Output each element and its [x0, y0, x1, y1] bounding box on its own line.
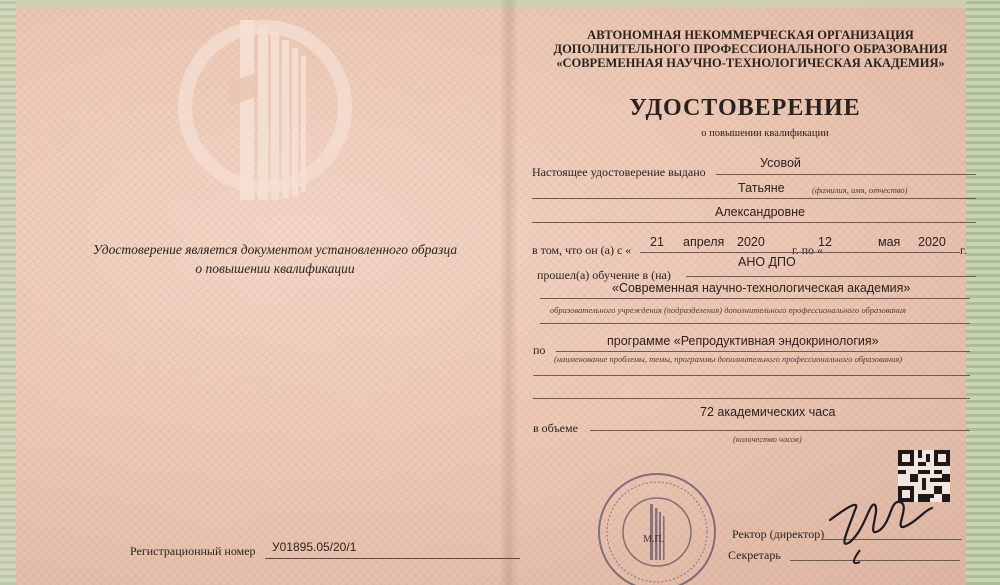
patronymic-line	[532, 222, 976, 223]
institution-full: «Современная научно-технологическая академия»	[612, 281, 911, 295]
left-note-line2: о повышении квалификации	[195, 261, 355, 276]
institution-caption: образовательного учреждения (подразделения) дополнительного профессионального образования	[550, 305, 906, 315]
center-fold	[500, 0, 518, 585]
program-label: по	[533, 343, 546, 357]
volume-line	[590, 430, 970, 431]
name-value: Татьяне	[738, 181, 785, 195]
academy-emblem-icon	[170, 12, 360, 202]
to-label: г. по «	[792, 243, 823, 257]
round-seal-icon	[595, 470, 720, 585]
program-extra-line-2	[533, 398, 970, 399]
fio-caption: (фамилия, имя, отчество)	[812, 185, 908, 195]
to-year: 2020	[918, 235, 946, 249]
org-line2: ДОПОЛНИТЕЛЬНОГО ПРОФЕССИОНАЛЬНОГО ОБРАЗОВАНИЯ	[553, 42, 948, 56]
seal-text: М.П.	[643, 534, 665, 545]
secretary-label: Секретарь	[728, 548, 781, 562]
left-note	[65, 240, 485, 278]
year-suffix: г.	[960, 243, 967, 257]
signature-icon	[820, 480, 940, 570]
document-subtitle: о повышении квалификации	[701, 128, 829, 139]
program-value: программе «Репродуктивная эндокринология»	[607, 334, 879, 348]
trained-label: прошел(а) обучение в (на)	[537, 268, 671, 282]
to-day: 12	[818, 235, 832, 249]
registration-number: У01895.05/20/1	[272, 540, 357, 554]
registration-label: Регистрационный номер	[130, 544, 256, 558]
rector-label: Ректор (директор)	[732, 527, 825, 541]
program-line	[556, 351, 970, 352]
from-month: апреля	[683, 235, 725, 249]
institution-extra-line	[540, 323, 970, 324]
program-caption: (наименование проблемы, темы, программы дополнительного профессионального образования)	[554, 354, 903, 364]
to-month: мая	[878, 235, 901, 249]
institution-full-line	[540, 298, 970, 299]
org-line3: «СОВРЕМЕННАЯ НАУЧНО-ТЕХНОЛОГИЧЕСКАЯ АКАДЕМИЯ»	[556, 56, 945, 70]
volume-value: 72 академических часа	[700, 405, 836, 419]
surname-line	[716, 174, 976, 175]
volume-label: в объеме	[533, 421, 578, 435]
registration-block	[130, 540, 357, 559]
volume-caption: (количество часов)	[733, 434, 802, 444]
issued-label: Настоящее удостоверение выдано	[532, 165, 706, 179]
from-year: 2020	[737, 235, 765, 249]
organization-header	[548, 28, 953, 70]
document-title: УДОСТОВЕРЕНИЕ	[629, 95, 861, 121]
surname-value: Усовой	[760, 156, 801, 170]
registration-line	[265, 558, 520, 559]
org-line1: АВТОНОМНАЯ НЕКОММЕРЧЕСКАЯ ОРГАНИЗАЦИЯ	[587, 28, 914, 42]
institution-short-line	[686, 276, 976, 277]
left-note-line1: Удостоверение является документом установленного образца	[92, 242, 458, 257]
right-guilloche-border	[966, 0, 1000, 585]
left-guilloche-border	[0, 0, 16, 585]
institution-short: АНО ДПО	[738, 255, 796, 269]
period-line	[640, 252, 960, 253]
period-label: в том, что он (а) с «	[532, 243, 632, 257]
patronymic-value: Александровне	[715, 205, 805, 219]
from-day: 21	[650, 235, 664, 249]
program-extra-line-1	[533, 375, 970, 376]
name-line	[532, 198, 976, 199]
